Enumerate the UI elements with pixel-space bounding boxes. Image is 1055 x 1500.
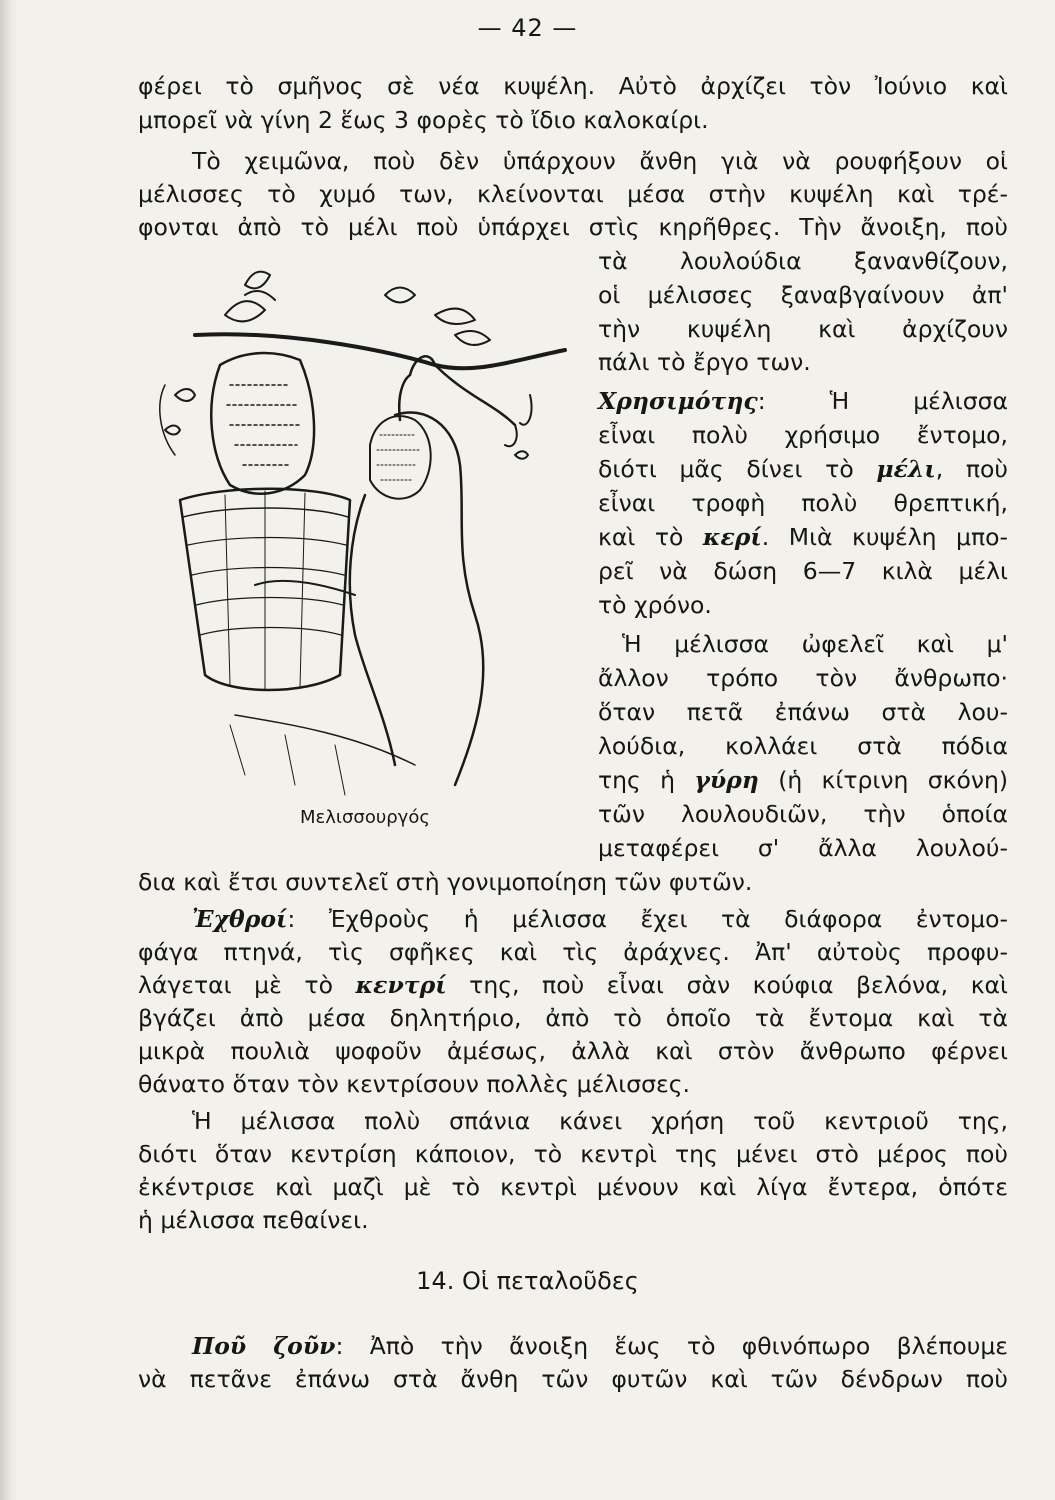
- text-line: τὸ χρόνο.: [598, 591, 712, 619]
- text-line: θάνατο ὅταν τὸν κεντρίσουν πολλὲς μέλισσες.: [138, 1070, 690, 1098]
- text-fragment: : Ἐχθροὺς ἡ μέλισσα ἔχει τὰ διάφορα ἐντομο-: [287, 905, 1008, 933]
- section-heading: 14. Οἱ πεταλοῦδες: [416, 1267, 639, 1295]
- text-line: ὅταν πετᾶ ἐπάνω στὰ λου-: [598, 698, 1008, 726]
- text-line: Τὸ χειμῶνα, ποὺ δὲν ὑπάρχουν ἄνθη γιὰ νὰ ρουφήξουν οἱ: [192, 147, 1008, 175]
- text-line: τὰ λουλούδια ξανανθίζουν,: [598, 247, 1008, 275]
- text-line: μικρὰ πουλιὰ ψοφοῦν ἀμέσως, ἀλλὰ καὶ στὸν ἄνθρωπο φέρνει: [138, 1037, 1008, 1065]
- text-fragment: λάγεται μὲ τὸ: [138, 971, 356, 999]
- text-line: μεταφέρει σ' ἄλλα λουλού-: [598, 834, 1008, 862]
- text-line: [598, 521, 1008, 553]
- text-line: διότι ὅταν κεντρίση κάποιον, τὸ κεντρὶ της μένει στὸ μέρος ποὺ: [138, 1140, 1008, 1168]
- term-wax: κερί: [702, 523, 762, 551]
- text-line: οἱ μέλισσες ξαναβγαίνουν ἀπ': [598, 281, 1008, 309]
- text-fragment: (ἡ κίτρινη σκόνη): [758, 766, 1009, 794]
- text-line: λούδια, κολλάει στὰ πόδια: [598, 732, 1008, 760]
- text-line: βγάζει ἀπὸ μέσα δηλητήριο, ἀπὸ τὸ ὁποῖο τὰ ἔντομα καὶ τὰ: [138, 1004, 1008, 1032]
- term-usefulness: Χρησιμότης: [598, 387, 758, 415]
- text-line: Ἡ μέλισσα πολὺ σπάνια κάνει χρήση τοῦ κεντριοῦ της,: [192, 1107, 1008, 1135]
- text-line: ρεῖ νὰ δώση 6—7 κιλὰ μέλι: [598, 557, 1008, 585]
- figure-caption: Μελισσουργός: [300, 807, 430, 828]
- text-line: εἶναι πολὺ χρήσιμο ἔντομο,: [598, 421, 1008, 449]
- text-fragment: της ἡ: [598, 766, 695, 794]
- holding-arm: [255, 581, 355, 595]
- text-line: ἐκέντρισε καὶ μαζὶ μὲ τὸ κεντρὶ μένουν καὶ λίγα ἔντερα, ὁπότε: [138, 1173, 1008, 1201]
- branch: [195, 334, 565, 368]
- text-fragment: . Μιὰ κυψέλη μπο-: [761, 523, 1008, 551]
- beekeeper-illustration: [135, 255, 585, 815]
- text-line: φάγα πτηνά, τὶς σφῆκες καὶ τὶς ἀράχνες. Ἀπ' αὐτοὺς προφυ-: [138, 938, 1008, 966]
- text-line: [138, 969, 1008, 1001]
- veil-head: [370, 416, 431, 499]
- term-honey: μέλι: [876, 455, 936, 483]
- text-line: φέρει τὸ σμῆνος σὲ νέα κυψέλη. Αὐτὸ ἀρχίζει τὸν Ἰούνιο καὶ: [138, 72, 1008, 100]
- text-line: τῶν λουλουδιῶν, τὴν ὁποία: [598, 800, 1008, 828]
- term-pollen: γύρη: [694, 766, 759, 794]
- text-line: ἄλλον τρόπο τὸν ἄνθρωπο·: [598, 664, 1008, 692]
- text-fragment: καὶ τὸ: [598, 523, 703, 551]
- text-line: μέλισσες τὸ χυμό των, κλείνονται μέσα στὴν κυψέλη καὶ τρέ-: [138, 180, 1008, 208]
- beekeeper-drawing: [135, 255, 585, 815]
- text-line: ἡ μέλισσα πεθαίνει.: [138, 1206, 369, 1234]
- term-enemies: Ἐχθροί: [192, 905, 288, 933]
- text-line: [192, 903, 1008, 935]
- text-line: δια καὶ ἔτσι συντελεῖ στὴ γονιμοποίηση τῶν φυτῶν.: [138, 868, 753, 896]
- text-line: [598, 385, 1008, 417]
- text-line: πάλι τὸ ἔργο των.: [598, 348, 811, 376]
- term-sting: κεντρί: [355, 971, 447, 999]
- term-where-they-live: Ποῦ ζοῦν: [192, 1332, 336, 1360]
- text-line: [598, 764, 1008, 796]
- text-line: νὰ πετᾶνε ἐπάνω στὰ ἄνθη τῶν φυτῶν καὶ τῶν δένδρων ποὺ: [138, 1365, 1008, 1393]
- page-number: — 42 —: [477, 14, 578, 42]
- text-line: εἶναι τροφὴ πολὺ θρεπτική,: [598, 489, 1008, 517]
- text-line: [598, 453, 1008, 485]
- text-fragment: : Ἡ μέλισσα: [757, 387, 1008, 415]
- beekeeper-robe: [395, 412, 483, 785]
- text-line: [192, 1330, 1008, 1362]
- text-fragment: , ποὺ: [935, 455, 1008, 483]
- text-line: Ἡ μέλισσα ὠφελεῖ καὶ μ': [622, 630, 1008, 658]
- text-line: φονται ἀπὸ τὸ μέλι ποὺ ὑπάρχει στὶς κηρῆθρες. Τὴν ἄνοιξη, ποὺ: [138, 213, 1008, 241]
- text-fragment: διότι μᾶς δίνει τὸ: [598, 455, 877, 483]
- bee-swarm: [211, 353, 314, 494]
- flying-bee: [175, 389, 195, 401]
- text-line: μπορεῖ νὰ γίνη 2 ἕως 3 φορὲς τὸ ἴδιο καλοκαίρι.: [138, 106, 709, 134]
- text-line: τὴν κυψέλη καὶ ἀρχίζουν: [598, 315, 1008, 343]
- leaf: [225, 301, 265, 321]
- text-fragment: της, ποὺ εἶναι σὰν κούφια βελόνα, καὶ: [446, 971, 1008, 999]
- text-fragment: : Ἀπὸ τὴν ἄνοιξη ἕως τὸ φθινόπωρο βλέπουμε: [335, 1332, 1008, 1360]
